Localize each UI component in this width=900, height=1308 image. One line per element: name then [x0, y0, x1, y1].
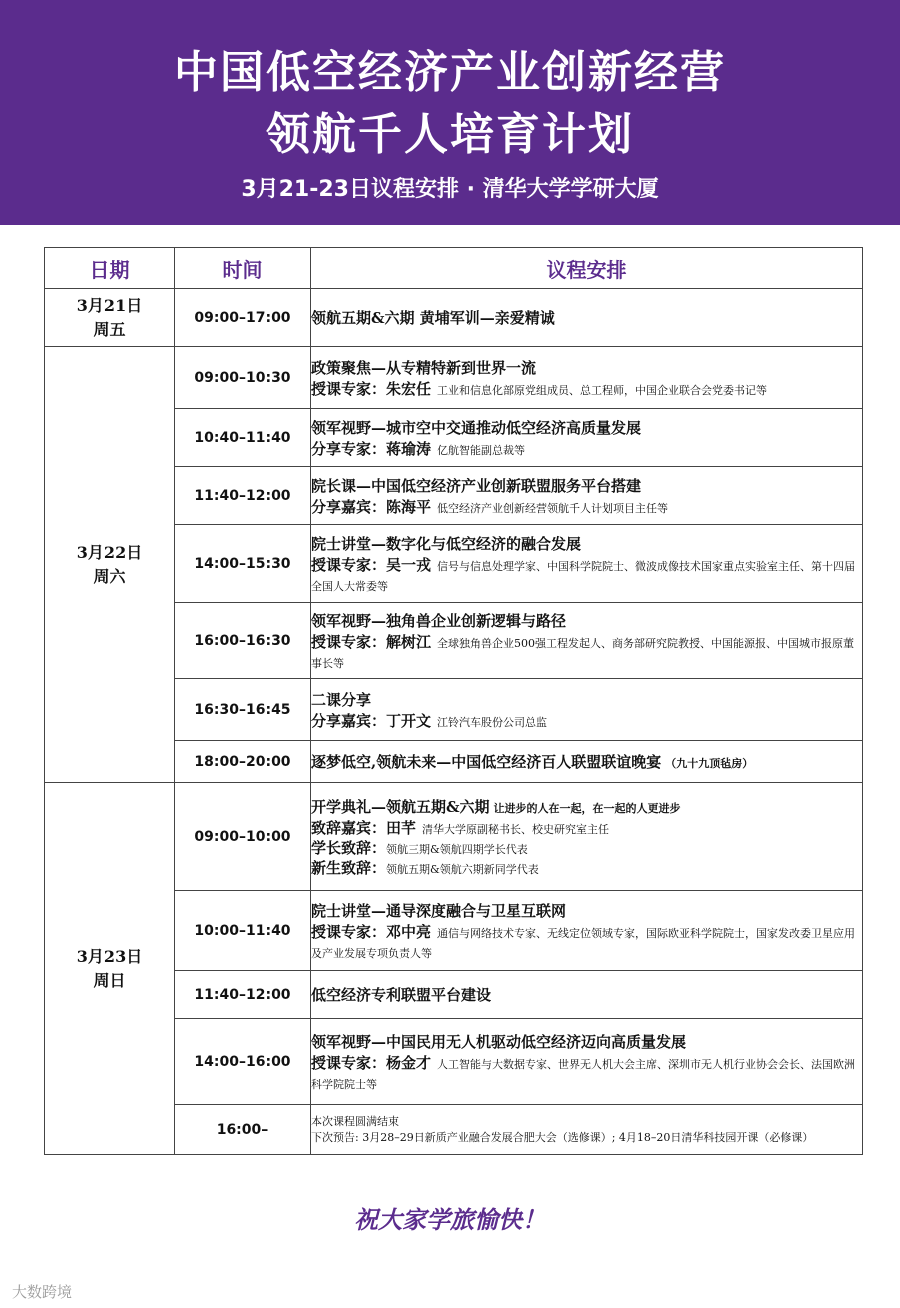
time-cell: 10:40–11:40 — [175, 409, 311, 467]
speaker-line — [311, 922, 862, 962]
notice-line: 本次课程圆满结束 — [311, 1114, 399, 1128]
page-subtitle: 3月21-23日议程安排 · 清华大学学研大厦 — [241, 177, 659, 202]
speaker-desc: 清华大学原副秘书长、校史研究室主任 — [422, 822, 610, 836]
date-label: 3月22日 — [76, 542, 143, 562]
speaker-line — [311, 497, 862, 517]
speaker-desc: 低空经济产业创新经营领航千人计划项目主任等 — [437, 501, 669, 515]
speaker-role: 授课专家： — [311, 922, 387, 941]
speaker-name: 陈海平 — [386, 497, 432, 516]
speaker-name: 田芊 — [386, 818, 417, 837]
topic-text: 领军视野—城市空中交通推动低空经济高质量发展 — [311, 418, 642, 437]
topic-note: （九十九顶毡房） — [665, 756, 754, 770]
speaker-role: 授课专家： — [311, 632, 387, 651]
time-cell: 16:00–16:30 — [175, 603, 311, 679]
session-topic — [311, 689, 862, 711]
speaker-role: 分享专家： — [311, 439, 387, 458]
topic-text: 院长课—中国低空经济产业创新联盟服务平台搭建 — [311, 476, 642, 495]
agenda-cell — [311, 783, 863, 891]
speaker-desc: 江铃汽车股份公司总监 — [437, 715, 548, 729]
topic-text: 开学典礼—领航五期&六期 — [311, 797, 490, 816]
session-topic — [311, 1031, 862, 1053]
session-topic — [311, 417, 862, 439]
speaker-line — [311, 858, 862, 878]
time-cell: 10:00–11:40 — [175, 891, 311, 971]
speaker-role: 致辞嘉宾： — [311, 818, 387, 837]
speaker-name: 丁开文 — [386, 711, 432, 730]
session-topic — [311, 307, 862, 329]
speaker-desc: 全球独角兽企业500强工程发起人、商务部研究院教授、中国能源报、中国城市报原董事长等 — [311, 636, 855, 670]
topic-text: 院士讲堂—数字化与低空经济的融合发展 — [311, 534, 582, 553]
agenda-cell — [311, 891, 863, 971]
date-cell — [45, 347, 175, 783]
speaker-line — [311, 711, 862, 731]
speaker-name: 蒋瑜涛 — [386, 439, 432, 458]
table-row — [45, 783, 863, 891]
agenda-cell — [311, 409, 863, 467]
speaker-role: 新生致辞： — [311, 858, 387, 877]
weekday-label: 周六 — [93, 566, 126, 586]
agenda-cell — [311, 347, 863, 409]
topic-text: 低空经济专利联盟平台建设 — [311, 985, 492, 1004]
topic-note: 让进步的人在一起，在一起的人更进步 — [493, 801, 681, 815]
date-cell — [45, 783, 175, 1155]
speaker-name: 邓中亮 — [386, 922, 432, 941]
session-topic — [311, 357, 862, 379]
header-banner — [0, 0, 900, 225]
agenda-cell — [311, 289, 863, 347]
time-cell: 14:00–16:00 — [175, 1019, 311, 1105]
date-label: 3月21日 — [76, 295, 143, 315]
topic-text: 院士讲堂—通导深度融合与卫星互联网 — [311, 901, 567, 920]
topic-text: 政策聚焦—从专精特新到世界一流 — [311, 358, 537, 377]
speaker-line — [311, 632, 862, 672]
table-header-row — [45, 248, 863, 289]
session-topic — [311, 984, 862, 1006]
speaker-line — [311, 818, 862, 838]
time-cell: 09:00–17:00 — [175, 289, 311, 347]
table-row — [45, 347, 863, 409]
agenda-table — [44, 247, 863, 1155]
speaker-role: 授课专家： — [311, 555, 387, 574]
session-topic — [311, 475, 862, 497]
watermark-logo: 大数跨境 — [12, 1283, 73, 1301]
topic-text: 领军视野—中国民用无人机驱动低空经济迈向高质量发展 — [311, 1032, 687, 1051]
speaker-name: 解树江 — [386, 632, 432, 651]
speaker-name: 杨金才 — [386, 1053, 432, 1072]
page-title-line1: 中国低空经济产业创新经营 — [174, 47, 726, 98]
speaker-desc: 通信与网络技术专家、无线定位领域专家，国际欧亚科学院院士，国家发改委卫星应用及产业发展专项负责人等 — [311, 926, 856, 960]
notice-line: 下次预告: 3月28–29日新质产业融合发展合肥大会（选修课）; 4月18–20日清华科技园开课（必修课） — [311, 1130, 814, 1144]
speaker-name: 吴一戎 — [386, 555, 432, 574]
agenda-cell — [311, 741, 863, 783]
time-cell: 09:00–10:00 — [175, 783, 311, 891]
agenda-cell — [311, 1019, 863, 1105]
session-topic — [311, 610, 862, 632]
page-title-line2: 领航千人培育计划 — [266, 109, 634, 160]
speaker-role: 分享嘉宾： — [311, 497, 387, 516]
topic-text: 领军视野—独角兽企业创新逻辑与路径 — [311, 611, 567, 630]
time-cell: 14:00–15:30 — [175, 525, 311, 603]
agenda-cell — [311, 525, 863, 603]
agenda-cell — [311, 679, 863, 741]
session-topic — [311, 751, 862, 773]
topic-text: 领航五期&六期 黄埔军训—亲爱精诚 — [311, 308, 555, 327]
table-row — [45, 289, 863, 347]
speaker-line — [311, 555, 862, 595]
agenda-cell — [311, 1105, 863, 1155]
topic-text: 二课分享 — [311, 690, 372, 709]
header-time: 时间 — [175, 248, 311, 289]
speaker-desc: 亿航智能副总裁等 — [437, 443, 526, 457]
speaker-name: 朱宏任 — [386, 379, 432, 398]
speaker-line — [311, 379, 862, 399]
date-cell — [45, 289, 175, 347]
time-cell: 16:00– — [175, 1105, 311, 1155]
time-cell: 18:00–20:00 — [175, 741, 311, 783]
speaker-role: 授课专家： — [311, 1053, 387, 1072]
speaker-role: 学长致辞： — [311, 838, 387, 857]
header-date: 日期 — [45, 248, 175, 289]
time-cell: 09:00–10:30 — [175, 347, 311, 409]
date-label: 3月23日 — [76, 946, 143, 966]
speaker-line — [311, 1053, 862, 1093]
speaker-desc: 工业和信息化部原党组成员、总工程师，中国企业联合会党委书记等 — [437, 383, 768, 397]
agenda-cell — [311, 603, 863, 679]
speaker-desc: 领航五期&领航六期新同学代表 — [386, 862, 539, 876]
time-cell: 11:40–12:00 — [175, 467, 311, 525]
agenda-cell — [311, 467, 863, 525]
header-agenda: 议程安排 — [311, 248, 863, 289]
session-topic — [311, 900, 862, 922]
time-cell: 11:40–12:00 — [175, 971, 311, 1019]
speaker-desc: 人工智能与大数据专家、世界无人机大会主席、深圳市无人机行业协会会长、法国欧洲科学院院士等 — [311, 1057, 856, 1091]
weekday-label: 周五 — [93, 319, 126, 339]
topic-text: 逐梦低空,领航未来—中国低空经济百人联盟联谊晚宴 — [311, 752, 662, 771]
session-topic — [311, 796, 862, 818]
session-topic — [311, 533, 862, 555]
speaker-desc: 领航三期&领航四期学长代表 — [386, 842, 528, 856]
speaker-line — [311, 838, 862, 858]
time-cell: 16:30–16:45 — [175, 679, 311, 741]
agenda-cell — [311, 971, 863, 1019]
weekday-label: 周日 — [93, 970, 126, 990]
closing-message: 祝大家学旅愉快！ — [354, 1206, 546, 1234]
speaker-line — [311, 439, 862, 459]
speaker-desc: 信号与信息处理学家、中国科学院院士、微波成像技术国家重点实验室主任、第十四届全国人大常委等 — [311, 559, 856, 593]
speaker-role: 授课专家： — [311, 379, 387, 398]
speaker-role: 分享嘉宾： — [311, 711, 387, 730]
